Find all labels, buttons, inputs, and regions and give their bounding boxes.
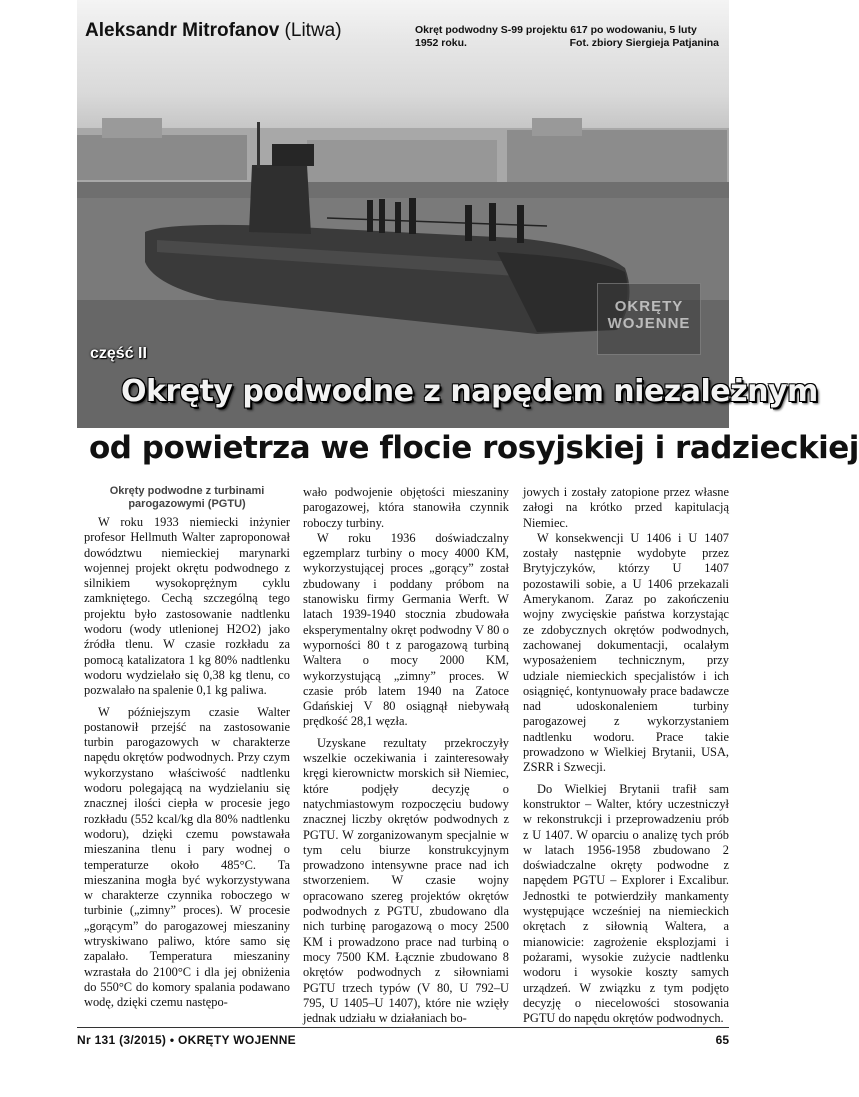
photo-caption <box>415 24 719 50</box>
paragraph: jowych i zostały zatopione przez własne załogi na krótko przed kapitulacją Niemiec. <box>523 485 729 530</box>
photo-credit: Fot. zbiory Siergieja Patjanina <box>569 37 719 49</box>
paragraph: W roku 1936 doświadczalny egzemplarz turbiny o mocy 4000 KM, wykorzystującej proces „gorący” został zbudowany i poddany próbom na stanowisku firmy Germania Werft. W latach 1939-1940 stocznia zbudowała eksperymentalny okręt podwodny V 80 o wyporności 80 t z parogazową turbiną Waltera o mocy 2000 KM, wykorzystującą „zimny” proces. W czasie prób latem 1940 na Zatoce Gdańskiej V 80 osiągnął niebywałą prędkość 28,1 węzła. <box>303 530 509 729</box>
magazine-watermark: OKRĘTY WOJENNE <box>597 283 701 355</box>
paragraph: W późniejszym czasie Walter postanowił przejść na zastosowanie turbin parogazowych w charakterze napędu okrętów podwodnych. Przy czym wykorzystano właściwość nadtlenku wodoru polegającą na wydzielaniu się znacznej ilości ciepła w procesie jego rozkładu (552 kcal/kg dla 80% nadtlenku wodoru), dzięki czemu powstawała mieszanina tlenu i pary wodnej o temperaturze około 485°C. Ta mieszanina mogła być wykorzystywana w charakterze czynnika roboczego w turbinie („zimny” proces). W procesie „gorącym” do parogazowej mieszaniny wtryskiwano paliwo, które samo się zapalało. Temperatura mieszaniny wzrastała do 2100°C i dla jej obniżenia do 550°C do komory spalania podawano wodę, dzięki czemu następo- <box>84 704 290 1010</box>
paragraph: wało podwojenie objętości mieszaniny parogazowej, która stanowiła czynnik roboczy turbiny. <box>303 485 509 530</box>
paragraph: Uzyskane rezultaty przekroczyły wszelkie oczekiwania i zainteresowały kręgi kierownictw morskich sił Niemiec, które podjęły decyzję o natychmiastowym rozpoczęciu budowy znacznej liczby okrętów podwodnych z PGTU. W zorganizowanym specjalnie w tym celu biurze konstrukcyjnym prowadzono intensywne prace nad ich stworzeniem. W czasie wojny opracowano szereg projektów okrętów podwodnych z PGTU, zbudowano dla nich turbinę parogazową o mocy 2500 KM i prowadzono prace nad turbiną o mocy 7500 KM. Łącznie zbudowano 8 okrętów podwodnych z siłowniami PGTU trzech typów (V 80, U 792–U 795, U 1405–U 1407), które nie wzięły jednak udziału w działaniach bo- <box>303 735 509 1026</box>
caption-year: 1952 roku. <box>415 37 467 49</box>
submarine-photo-illustration <box>77 0 729 428</box>
part-label: część II <box>90 345 147 362</box>
paragraph: W konsekwencji U 1406 i U 1407 zostały następnie wydobyte przez Brytyjczyków, którzy U 1407 pozostawili sobie, a U 1406 przekazali Amerykanom. Zaraz po zakończeniu wojny zwycięskie państwa korzystając ze zdobycznych okrętów podwodnych, zachowanej dokumentacji, ocalałym wyposażeniem technicznym, przy udziale niemieckich specjalistów i ich osiągnięć, kontynuowały prace badawcze nad udoskonaleniem turbiny parogazowej z wykorzystaniem nadtlenku wodoru. Prace takie prowadzono w Wielkiej Brytanii, USA, ZSRR i Szwecji. <box>523 530 729 775</box>
caption-line-1: Okręt podwodny S-99 projektu 617 po wodowaniu, 5 luty <box>415 24 697 36</box>
footer-issue: Nr 131 (3/2015) • OKRĘTY WOJENNE <box>77 1033 296 1047</box>
paragraph: W roku 1933 niemiecki inżynier profesor Hellmuth Walter zaproponował dowództwu niemieckiej marynarki wojennej projekt okrętu podwodnego z silnikiem wysokoprężnym cyklu zamkniętego. Cechą szczególną tego projektu było zastosowanie nadtlenku wodoru (wody utlenionej H2O2) jako źródła tlenu. W czasie rozkładu za pomocą katalizatora 1 kg 80% nadtlenku wodoru wydzielało się 0,38 kg tlenu, co pozwalało na spalenie 0,1 kg paliwa. <box>84 515 290 698</box>
article-title-line-2: od powietrza we flocie rosyjskiej i radzieckiej <box>89 430 859 466</box>
author-name: Aleksandr Mitrofanov <box>85 20 280 41</box>
text-column-3 <box>523 485 729 1026</box>
text-column-2 <box>303 485 509 1026</box>
author-line <box>85 20 342 42</box>
text-column-1 <box>84 485 290 1011</box>
author-country: (Litwa) <box>284 20 342 41</box>
article-title-line-1: Okręty podwodne z napędem niezależnym <box>121 374 818 409</box>
header-photo <box>77 0 818 428</box>
caption-line-2 <box>415 37 719 50</box>
footer-divider <box>77 1027 729 1028</box>
page-number: 65 <box>715 1033 729 1047</box>
section-subheading: Okręty podwodne z turbinami parogazowymi (PGTU) <box>109 485 265 510</box>
paragraph: Do Wielkiej Brytanii trafił sam konstruktor – Walter, który uczestniczył w rekonstrukcji i przeprowadzeniu prób z U 1407. W oparciu o analizę tych prób w latach 1956-1958 zbudowano 2 doświadczalne okręty podwodne z napędem PGTU – Explorer i Excalibur. Jednostki te potwierdziły mankamenty występujące wcześniej na niemieckich okrętach z siłownią Waltera, a mianowicie: zagrożenie eksplozjami i pożarami, wysokie zużycie nadtlenku wodoru i wysokie koszty samych urządzeń. W związku z tym podjęto decyzję o niecelowości stosowania PGTU do napędu okrętów podwodnych. <box>523 781 729 1026</box>
